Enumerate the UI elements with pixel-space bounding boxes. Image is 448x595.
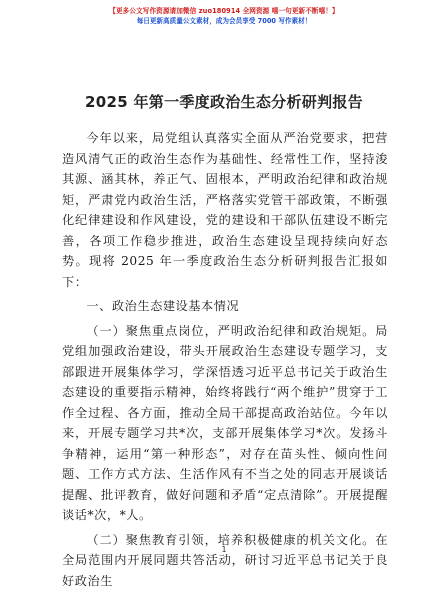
promo-banner [0,6,448,27]
section-heading: 一、政治生态建设基本情况 [86,299,240,313]
promo-line-2: 每日更新高质量公文素材，成为会员享受 7000 写作素材！ [136,17,312,25]
intro-paragraph: 今年以来，局党组认真落实全面从严治党要求，把营造风清气正的政治生态作为基础性、经常性工作，坚持浚其源、涵其林，养正气、固根本，严明政治纪律和政治规矩，严肃党内政治生活，严格落实党管干部政策，不断强化纪律建设和作风建设，党的建设和干部队伍建设不断完善，各项工作稳步推进，政治生态建设呈现持续向好态势。现将 2025 年一季度政治生态分析研判报告汇报如下： [62,131,388,289]
subsection-paragraph-1: （一）聚焦重点岗位，严明政治纪律和政治规矩。局党组加强政治建设，带头开展政治生态建设专题学习，支部跟进开展集体学习，学深悟透习近平总书记关于政治生态建设的重要指示精神，始终将践行“两个维护”贯穿于工作全过程、各方面，推动全局干部提高政治站位。今年以来，开展专题学习共*次，支部开展集体学习*次。发扬斗争精神，运用“第一种形态”，对存在苗头性、倾向性问题、工作方式方法、生活作风有不当之处的同志开展谈话提醒、批评教育，做好问题和矛盾“定点清除”。开展提醒谈话*次，*人。 [62,323,388,522]
promo-line-1: 【更多公文写作资源请加微信 zuo180914 全网资源 嘻一句更新不断嘻！】 [109,7,339,15]
subsection-paragraph-2: （二）聚焦教育引领，培养积极健康的机关文化。在全局范围内开展同题共答活动，研讨习近平总书记关于良好政治生 [62,532,388,588]
page-number: 1 [221,545,227,554]
document-title: 2025 年第一季度政治生态分析研判报告 [85,93,363,111]
document-body [62,128,388,595]
